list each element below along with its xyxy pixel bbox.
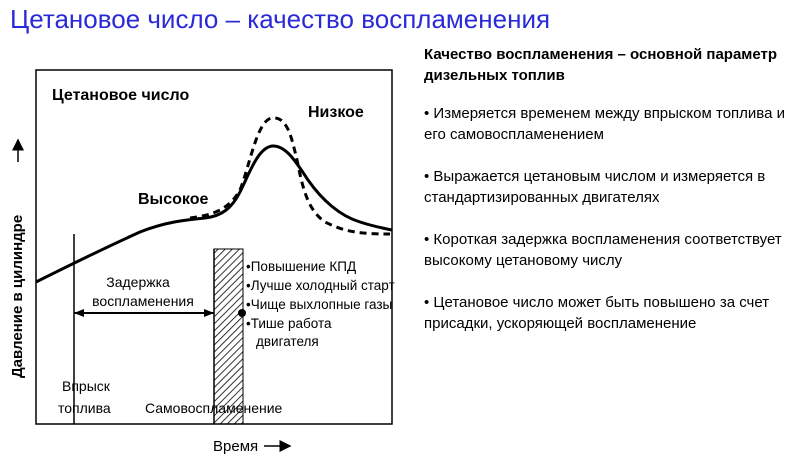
panel-heading: Качество воспламенения – основной параметр дизельных топлив <box>424 46 778 84</box>
delay-label-line1: Задержка <box>106 274 170 290</box>
y-axis-label: Давление в цилиндре <box>9 214 26 378</box>
bullet-item: • Измеряется временем между впрыском топлива и его самовоспламенением <box>424 105 785 143</box>
delay-dot <box>238 309 246 317</box>
benefit-item: •Повышение КПД <box>246 259 357 274</box>
description-panel <box>424 44 796 355</box>
self-ignition-label: Самовоспламенение <box>145 400 283 416</box>
bullet-item: • Короткая задержка воспламенения соответствует высокому цетановому числу <box>424 231 782 269</box>
benefit-item: •Лучше холодный старт <box>246 278 395 293</box>
injection-label <box>58 378 114 416</box>
bullet-item: • Цетановое число может быть повышено за счет присадки, ускоряющей воспламенение <box>424 294 770 332</box>
low-cetane-curve <box>190 118 390 234</box>
benefit-item: двигателя <box>256 334 319 349</box>
delay-arrow-left-head <box>74 309 84 317</box>
benefit-item: •Тише работа <box>246 316 332 331</box>
injection-label-line2: топлива <box>58 400 111 416</box>
x-axis-label: Время <box>213 438 259 455</box>
delay-label <box>92 274 194 309</box>
bullet-item: • Выражается цетановым числом и измеряется в стандартизированных двигателях <box>424 168 766 206</box>
box-title: Цетановое число <box>52 87 190 104</box>
delay-arrow-right-head <box>204 309 214 317</box>
hatched-zone <box>214 249 243 424</box>
injection-label-line1: Впрыск <box>62 378 110 394</box>
slide-title: Цетановое число – качество воспламенения <box>10 4 551 34</box>
low-curve-label: Низкое <box>308 104 364 121</box>
benefits-list <box>246 259 398 349</box>
benefit-item: •Чище выхлопные газы <box>246 297 393 312</box>
high-curve-label: Высокое <box>138 191 209 208</box>
delay-label-line2: воспламенения <box>92 293 194 309</box>
